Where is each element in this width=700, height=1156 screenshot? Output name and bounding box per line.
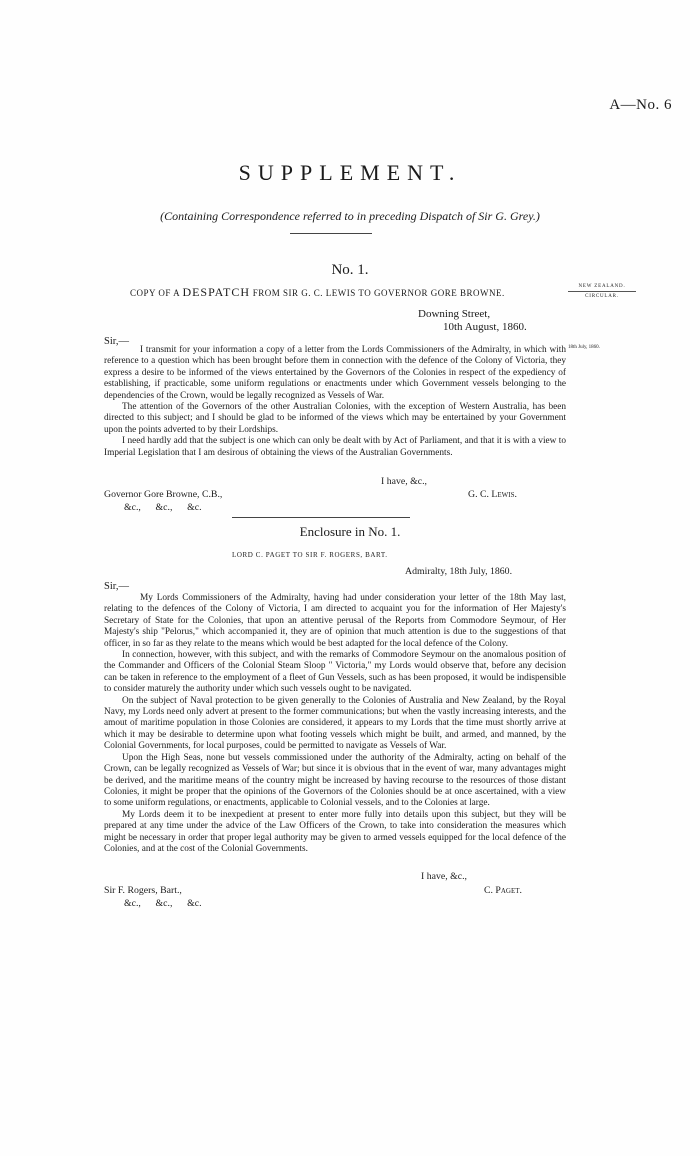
despatch-signature: G. C. Lewis. [468, 489, 517, 500]
margin-note-new-zealand: NEW ZEALAND. [578, 284, 626, 289]
margin-note-date: 18th July, 1860. [568, 345, 600, 350]
despatch-etc: &c., &c., &c. [124, 502, 202, 513]
despatch-salutation: Sir,— [104, 336, 129, 347]
enclosure-addressee: Sir F. Rogers, Bart., [104, 885, 182, 896]
margin-note-divider [568, 291, 636, 292]
enclosure-from: LORD C. PAGET TO SIR F. ROGERS, BART. [232, 551, 388, 559]
despatch-paragraph: The attention of the Governors of the other Australian Colonies, with the exception of Western Australia, has been directed to this subject; and I should be glad to be informed of the views which may be entertained by your Government upon the points adverted to by their Lordships. [104, 402, 566, 435]
despatch-address [418, 308, 527, 334]
page-title: SUPPLEMENT. [238, 160, 462, 185]
address-street: Downing Street, [418, 308, 491, 320]
enclosure-title: Enclosure in No. 1. [299, 524, 401, 539]
enclosure-closing: I have, &c., [421, 871, 467, 882]
despatch-addressee: Governor Gore Browne, C.B., [104, 489, 223, 500]
enclosure-paragraph: Upon the High Seas, none but vessels commissioned under the authority of the Admiralty, acting on behalf of the Crown, can be legally recognized as Vessels of War; but since it is obvious that in the event of war, many advantages might be derived, and the maritime means of the country might be increased by having recourse to the resources of those distant Colonies, it might be proper that the opinions of the Governors of the Colonies should be at once ascertained, with a view to some uniform regulations, or enactments, applicable to Colonial vessels, and to the Colonies at large. [104, 752, 566, 809]
margin-note-circular-label: CIRCULAR. [585, 294, 619, 299]
enclosure-etc: &c., &c., &c. [124, 898, 202, 909]
enclosure-body [104, 593, 566, 855]
enclosure-salutation: Sir,— [104, 581, 129, 592]
despatch-body [104, 345, 566, 459]
title-divider [290, 233, 372, 234]
document-number: No. 1. [331, 262, 369, 278]
enclosure-address: Admiralty, 18th July, 1860. [405, 566, 513, 577]
page-reference: A—No. 6 [609, 97, 672, 113]
enclosure-paragraph: My Lords deem it to be inexpedient at present to enter more fully into details upon this subject, but they will be prepared at any time under the advice of the Law Officers of the Crown, to take into consideration the measures which might be necessary in order that proper legal authority may be given to armed vessels equipped for the local defence of the Colonies, and at the cost of the Colonial Governments. [104, 809, 566, 854]
despatch-heading-pre: COPY OF A [130, 288, 180, 298]
enclosure-paragraph: In connection, however, with this subject, and with the remarks of Commodore Seymour on the anomalous position of the Commander and Officers of the Colonial Steam Sloop " Victoria," my Lords would observe that, before any decision can be taken in reference to the employment of a fleet of Gun Vessels, such as has been proposed, it would be indispensible to consider maturely the authority under which such vessels ought to be navigated. [104, 650, 566, 695]
despatch-paragraph: I need hardly add that the subject is one which can only be dealt with by Act of Parliament, and that it is with a view to Imperial Legislation that I am desirous of obtaining the views of the Australian Governments. [104, 436, 566, 458]
address-date: 10th August, 1860. [443, 321, 527, 333]
page-subtitle: (Containing Correspondence referred to in preceding Dispatch of Sir G. Grey.) [160, 209, 540, 223]
enclosure-paragraph: On the subject of Naval protection to be given generally to the Colonies of Australia and New Zealand, by the Royal Navy, my Lords need only advert at present to the former communications; but when the vastly increasing interests, and the amout of maritime population in those Colonies are considered, it appears to my Lords that the time must shortly arrive at which it may be desirable to determine upon what footing vessels which might be built, and armed, and manned, by the Colonial Governments, for local purposes, could be permitted to navigate as Vessels of War. [104, 695, 566, 752]
despatch-heading-word: DESPATCH [182, 285, 251, 299]
margin-note-circular [568, 284, 636, 299]
despatch-closing: I have, &c., [381, 476, 427, 487]
despatch-heading [130, 285, 505, 300]
section-divider [232, 517, 410, 518]
despatch-paragraph: I transmit for your information a copy of a letter from the Lords Commissioners of the Admiralty, in which with reference to a question which has been brought before them in connection with the defence of the Colony of Victoria, they express a desire to be informed of the views entertained by the Governors of the Colonies in respect of the expediency of establishing, if practicable, some uniform regulations or enactments under which Government vessels belonging to the dependencies of the Crown, would be legally recognized as Vessels of War. [104, 345, 566, 401]
despatch-heading-post: FROM SIR G. C. LEWIS TO GOVERNOR GORE BROWNE. [252, 288, 505, 298]
enclosure-signature: C. Paget. [484, 885, 522, 896]
enclosure-paragraph: My Lords Commissioners of the Admiralty, having had under consideration your letter of the 18th May last, relating to the defences of the Colony of Victoria, I am directed to acquaint you for the information of Her Majesty's Secretary of State for the Colonies, that upon an attentive perusal of the Reports from Commodore Seymour, of Her Majesty's ship "Pelorus," which accompanied it, they are of opinion that much attention is due to the suggestions of that officer, in so far as they relate to the means which would be best adapted for the local defence of the Colony. [104, 593, 566, 649]
